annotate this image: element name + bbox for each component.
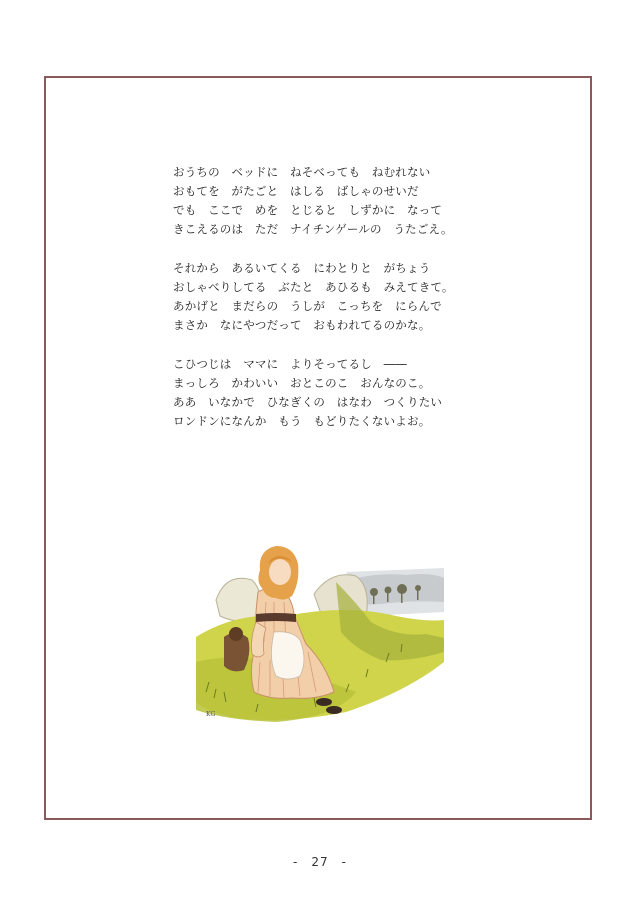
stanza-3	[173, 355, 473, 431]
poem-line: でも ここで めを とじると しずかに なって	[173, 203, 443, 217]
poem-line: ロンドンになんか もう もどりたくないよお。	[173, 414, 431, 428]
poem	[173, 163, 473, 451]
dress-sash	[256, 613, 296, 622]
poem-line: まさか なにやつだって おもわれてるのかな。	[173, 318, 431, 332]
poem-line: まっしろ かわいい おとこのこ おんなのこ。	[173, 376, 431, 390]
doll-head	[229, 627, 243, 641]
shoe	[326, 706, 342, 714]
stanza-2	[173, 259, 473, 335]
page-number: - 27 -	[293, 855, 347, 869]
poem-line: それから あるいてくる にわとりと がちょう	[173, 261, 431, 275]
illustration-girl-in-meadow	[196, 542, 444, 724]
poem-line: おうちの ベッドに ねそべっても ねむれない	[173, 165, 431, 179]
poem-line: あかげと まだらの うしが こっちを にらんで	[173, 299, 442, 313]
apron	[271, 632, 304, 679]
poem-line: ああ いなかで ひなぎくの はなわ つくりたい	[173, 395, 443, 409]
poem-line: おしゃべりしてる ぶたと あひるも みえてきて。	[173, 280, 454, 294]
shoe	[316, 698, 332, 706]
stanza-1	[173, 163, 473, 239]
poem-line: きこえるのは ただ ナイチンゲールの うたごえ。	[173, 222, 453, 236]
poem-line: こひつじは ママに よりそってるし ――	[173, 357, 407, 371]
rock-left	[216, 578, 261, 621]
poem-line: おもてを がたごと はしる ばしゃのせいだ	[173, 184, 419, 198]
artist-signature: KG	[206, 711, 216, 718]
girl-face	[269, 559, 291, 585]
